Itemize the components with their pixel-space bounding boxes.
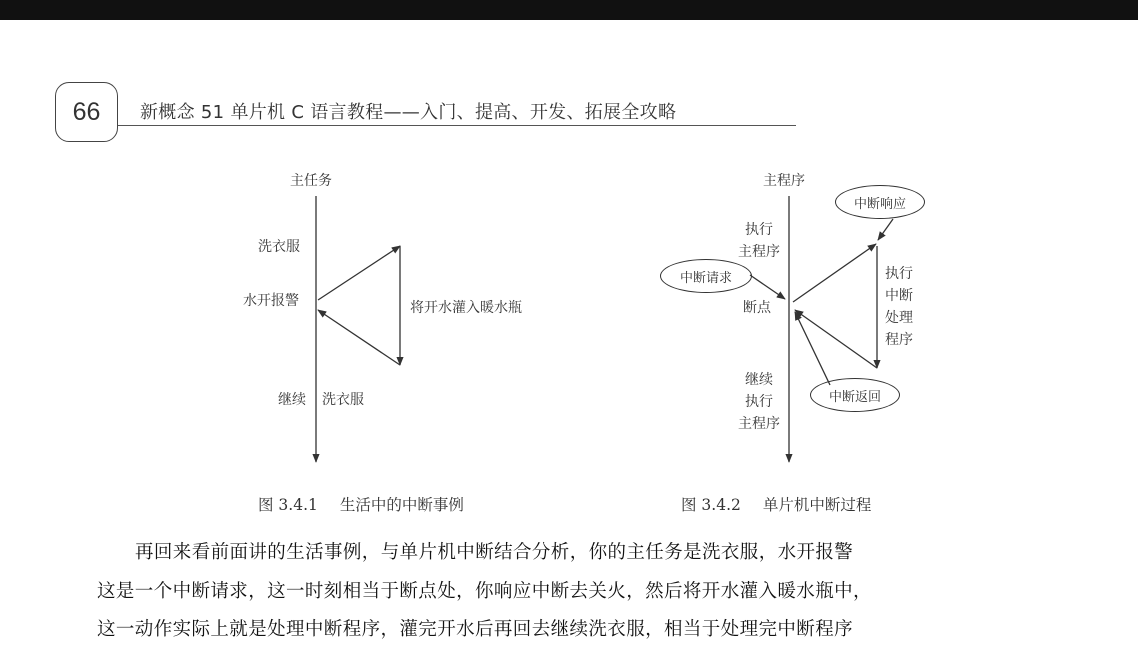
figure2-exec-main-label: 执行 主程序	[738, 222, 780, 260]
figure2-continue-main-label: 继续 执行 主程序	[738, 372, 780, 432]
running-header-title: 新概念 51 单片机 C 语言教程——入门、提高、开发、拓展全攻略	[140, 102, 677, 123]
figure1-top-label: 主任务	[290, 173, 332, 189]
figure2-caption	[681, 493, 871, 515]
figure1-arrows	[316, 196, 400, 462]
page-number: 66	[55, 82, 118, 142]
figure1-out-arrow	[318, 246, 400, 300]
figure1-caption	[258, 493, 464, 515]
body-paragraph	[97, 534, 1057, 650]
figure1-continue-wash-label: 洗衣服	[322, 392, 364, 408]
figure1-pour-label: 将开水灌入暖水瓶	[410, 300, 522, 316]
figure1-alarm-label: 水开报警	[243, 293, 299, 309]
figure2-interrupt-return-ellipse: 中断返回	[810, 378, 900, 412]
figure1-wash-label: 洗衣服	[258, 239, 300, 255]
figure2-exec-handler-label: 执行 中断 处理 程序	[885, 266, 913, 348]
figure2-out-arrow	[793, 244, 876, 302]
figure2-top-label: 主程序	[763, 173, 805, 189]
figure2-response-arrow	[878, 219, 893, 240]
figure2-request-arrow	[750, 275, 785, 299]
body-line-3: 这一动作实际上就是处理中断程序，灌完开水后再回去继续洗衣服，相当于处理完中断程序	[97, 619, 854, 640]
figure2-interrupt-request-ellipse: 中断请求	[660, 259, 752, 293]
figure1-return-arrow	[318, 310, 400, 365]
figure2-interrupt-response-ellipse: 中断响应	[835, 185, 925, 219]
body-line-1: 再回来看前面讲的生活事例，与单片机中断结合分析，你的主任务是洗衣服，水开报警	[135, 542, 854, 563]
figure2-caption-text: 单片机中断过程	[762, 496, 872, 514]
body-line-2: 这是一个中断请求，这一时刻相当于断点处，你响应中断去关火，然后将开水灌入暖水瓶中，	[97, 580, 872, 602]
figure2-breakpoint-label: 断点	[743, 300, 771, 316]
figure1-continue-label: 继续	[278, 392, 306, 408]
figure1-caption-text: 生活中的中断事例	[339, 496, 464, 514]
figure1-caption-number: 图 3.4.1	[258, 496, 318, 514]
figure2-caption-number: 图 3.4.2	[681, 496, 741, 514]
